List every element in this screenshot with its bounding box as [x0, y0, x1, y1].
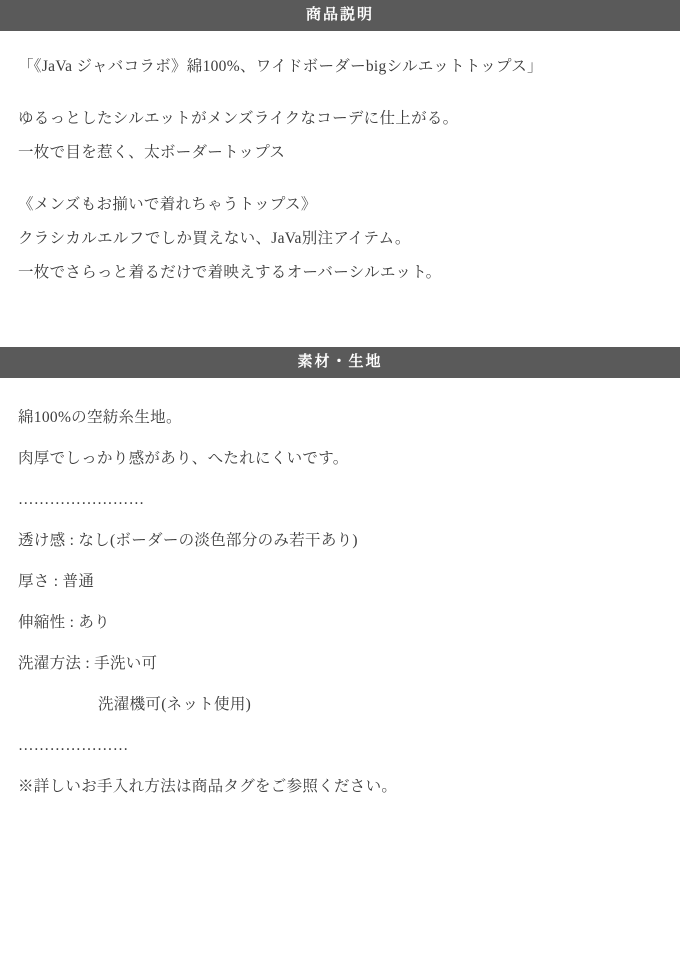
description-body [0, 31, 680, 347]
material-line-thickness: 厚さ : 普通 [18, 573, 95, 591]
material-line-0: 綿100%の空紡糸生地。 [18, 409, 182, 426]
material-divider-dots-bottom: ………………… [18, 737, 129, 755]
section-header-description: 商品説明 [0, 0, 680, 31]
material-divider-dots-top: …………………… [18, 491, 145, 509]
section-header-material: 素材・生地 [0, 347, 680, 378]
material-body [0, 378, 680, 799]
material-line-washing: 洗濯方法 : 手洗い可 [18, 655, 158, 673]
description-line-title: 「《JaVa ジャバコラボ》綿100%、ワイドボーダーbigシルエットトップス」 [18, 58, 543, 75]
description-line-2: 一枚で目を惹く、太ボーダートップス [18, 144, 286, 162]
description-line-1: ゆるっとしたシルエットがメンズライクなコーデに仕上がる。 [18, 110, 459, 128]
material-line-washing-machine: 洗濯機可(ネット使用) [98, 696, 252, 714]
material-line-stretch: 伸縮性 : あり [18, 614, 110, 632]
material-line-sheerness: 透け感 : なし(ボーダーの淡色部分のみ若干あり) [18, 532, 358, 550]
material-line-note: ※詳しいお手入れ方法は商品タグをご参照ください。 [18, 778, 398, 796]
description-line-3: 《メンズもお揃いで着れちゃうトップス》 [18, 196, 317, 214]
description-line-5: 一枚でさらっと着るだけで着映えするオーバーシルエット。 [18, 264, 442, 282]
material-line-1: 肉厚でしっかり感があり、へたれにくいです。 [18, 450, 349, 468]
description-line-4: クラシカルエルフでしか買えない、JaVa別注アイテム。 [18, 230, 411, 248]
